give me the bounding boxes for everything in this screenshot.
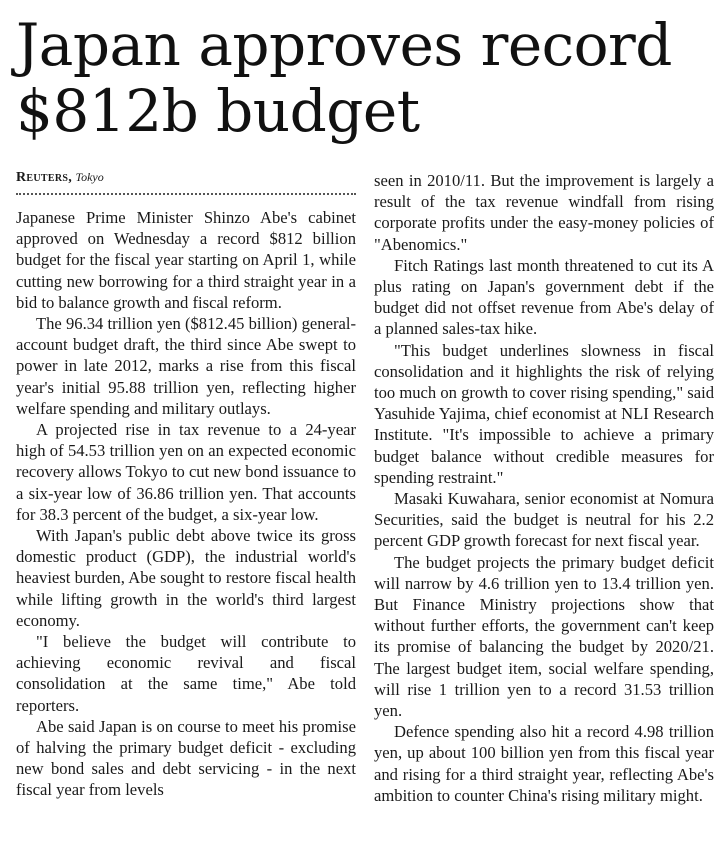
byline-place: Tokyo [75,170,104,184]
paragraph: Fitch Ratings last month threatened to cut its A plus rating on Japan's government debt if the budget did not offset revenue from Abe's delay of a planned sales-tax hike. [374,255,714,339]
paragraph: Japanese Prime Minister Shinzo Abe's cabinet approved on Wednesday a record $812 billion budget for the fiscal year starting on April 1, while cutting new borrowing for a third straight year in a bid to balance growth and fiscal reform. [16,208,356,312]
byline [16,168,356,187]
paragraph: "This budget underlines slowness in fiscal consolidation and it highlights the risk of relying too much on growth to cover rising spending," said Yasuhide Yajima, chief economist at NLI Research Institute. "It's impossible to achieve a primary budget balance without credible measures for spending restraint." [374,340,714,487]
paragraph: "I believe the budget will contribute to achieving economic revival and fiscal consolidation at the same time," Abe told reporters. [16,632,356,715]
paragraph: The budget projects the primary budget deficit will narrow by 4.6 trillion yen to 13.4 trillion yen. But Finance Ministry projections show that without further efforts, the government can't keep its promise of balancing the budget by 2020/21. The largest budget item, social welfare spending, will rise 1 trillion yen to a record 31.53 trillion yen. [374,552,714,721]
article-column-right [374,170,714,806]
paragraph: A projected rise in tax revenue to a 24-year high of 54.53 trillion yen on an expected economic recovery allows Tokyo to cut new bond issuance to a six-year low of 36.86 trillion yen. That accounts for 38.3 percent of the budget, a six-year low. [16,420,356,524]
paragraph-continuation: seen in 2010/11. But the improvement is largely a result of the tax revenue windfall from rising corporate profits under the easy-money policies of "Abenomics." [374,171,714,254]
byline-agency: Reuters, [16,170,73,185]
paragraph: Defence spending also hit a record 4.98 trillion yen, up about 100 billion yen from this fiscal year and rising for a third straight year, reflecting Abe's ambition to counter China's rising military might. [374,722,714,805]
dotted-rule [16,193,356,199]
headline: Japan approves record $812b budget [16,11,672,145]
paragraph: The 96.34 trillion yen ($812.45 billion) general-account budget draft, the third since Abe swept to power in late 2012, marks a rise from this fiscal year's initial 95.88 trillion yen, reflecting higher welfare spending and military outlays. [16,314,356,418]
paragraph: With Japan's public debt above twice its gross domestic product (GDP), the industrial world's heaviest burden, Abe sought to restore fiscal health while lifting growth in the world's third largest economy. [16,526,356,630]
article-column-left [16,168,356,801]
paragraph: Abe said Japan is on course to meet his promise of halving the primary budget deficit - excluding new bond sales and debt servicing - in the next fiscal year from levels [16,716,356,800]
paragraph: Masaki Kuwahara, senior economist at Nomura Securities, said the budget is neutral for his 2.2 percent GDP growth forecast for next fiscal year. [374,489,714,551]
